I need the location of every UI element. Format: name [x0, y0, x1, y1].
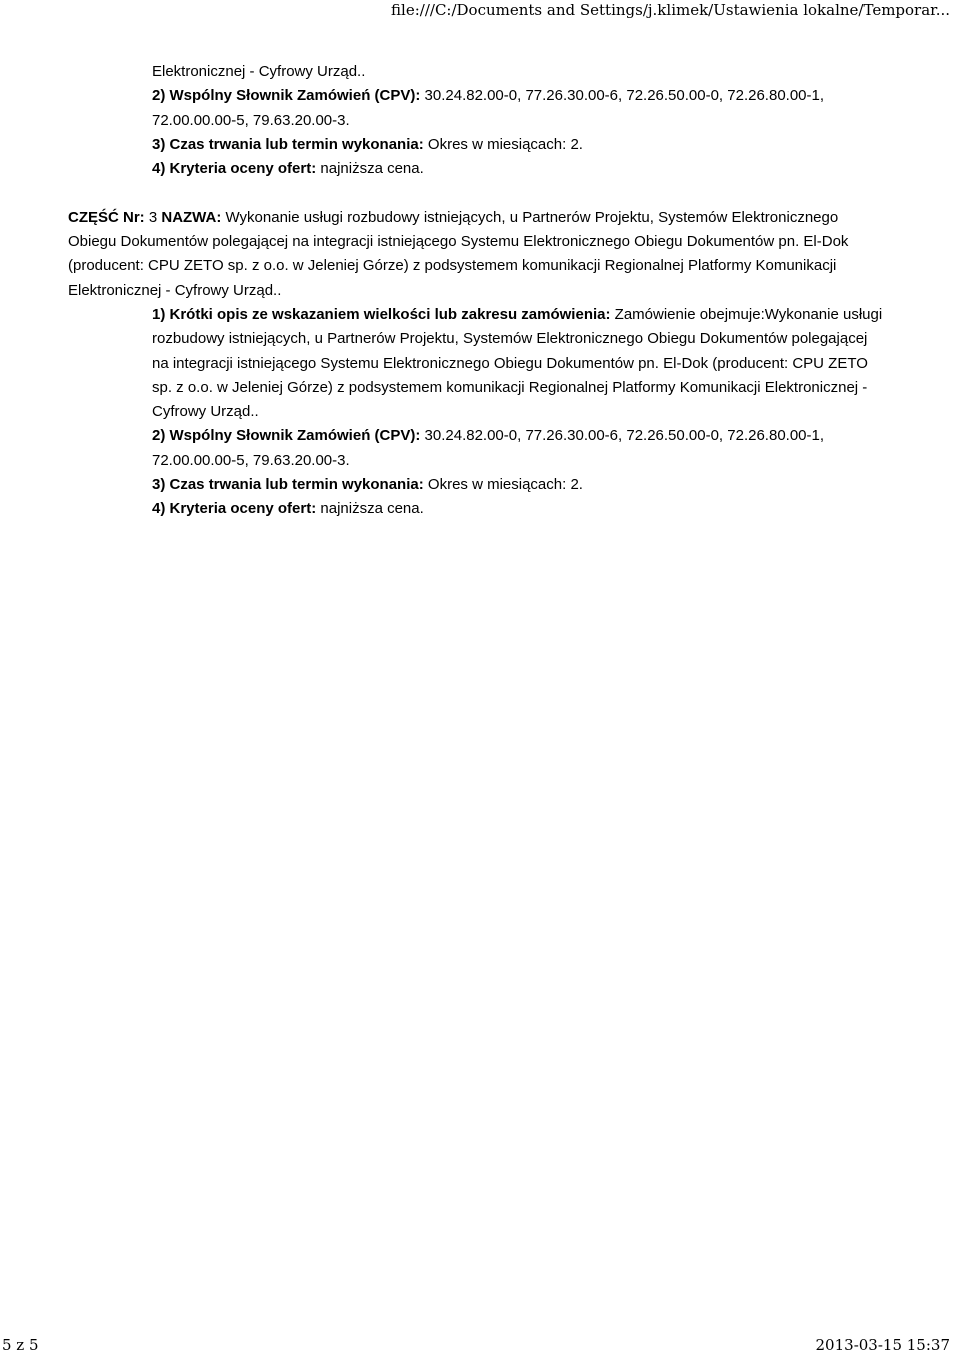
cpv-value: 30.24.82.00-0, 77.26.30.00-6, 72.26.50.00-0, 72.26.80.00-1, 72.00.00.00-5, 79.63.20.00-3.: [152, 427, 825, 469]
page-number: 5 z 5: [2, 1336, 39, 1354]
criteria-line: [152, 157, 888, 181]
cpv-line: [152, 424, 888, 473]
section-gap: [68, 181, 888, 205]
name-value: Wykonanie usługi rozbudowy istniejących, u Partnerów Projektu, Systemów Elektronicznego Obiegu Dokumentów polegającej na integracji istniejącego Systemu Elektronicznego Obiegu Dokumentów pn. El-Dok (producent: CPU ZETO sp. z o.o. w Jeleniej Górze) z podsystemem komunikacji Regionalnej Platformy Komunikacji Elektronicznej - Cyfrowy Urząd..: [68, 208, 849, 299]
criteria-label: 4) Kryteria oceny ofert:: [152, 500, 317, 518]
time-label: 3) Czas trwania lub termin wykonania:: [152, 476, 424, 494]
header-file-url: file:///C:/Documents and Settings/j.klimek/Ustawienia lokalne/Temporar...: [391, 1, 950, 19]
criteria-value: najniższa cena.: [316, 160, 424, 178]
part-number: 3: [144, 208, 162, 226]
document-body: [68, 60, 888, 522]
criteria-line: [152, 497, 888, 521]
part2-continuation: [68, 60, 888, 181]
intro-line: Elektronicznej - Cyfrowy Urząd..: [152, 63, 366, 80]
cpv-label: 2) Wspólny Słownik Zamówień (CPV):: [152, 427, 421, 445]
cpv-value: 30.24.82.00-0, 77.26.30.00-6, 72.26.50.00-0, 72.26.80.00-1, 72.00.00.00-5, 79.63.20.00-3.: [152, 87, 825, 129]
cpv-line: [152, 84, 888, 133]
time-label: 3) Czas trwania lub termin wykonania:: [152, 135, 424, 153]
part3-heading: [68, 206, 888, 303]
part3-details: [68, 303, 888, 522]
cpv-label: 2) Wspólny Słownik Zamówień (CPV):: [152, 87, 421, 105]
criteria-label: 4) Kryteria oceny ofert:: [152, 160, 317, 178]
desc-value: Zamówienie obejmuje:Wykonanie usługi rozbudowy istniejących, u Partnerów Projektu, Systemów Elektronicznego Obiegu Dokumentów polegającej na integracji istniejącego Systemu Elektronicznego Obiegu Dokumentów pn. El-Dok (producent: CPU ZETO sp. z o.o. w Jeleniej Górze) z podsystemem komunikacji Regionalnej Platformy Komunikacji Elektronicznej - Cyfrowy Urząd..: [152, 305, 883, 421]
print-datetime: 2013-03-15 15:37: [815, 1336, 950, 1354]
criteria-value: najniższa cena.: [316, 500, 424, 518]
time-line: [152, 133, 888, 157]
part-label: CZĘŚĆ Nr:: [68, 208, 145, 226]
time-value: Okres w miesiącach: 2.: [423, 476, 583, 494]
time-line: [152, 473, 888, 497]
desc-label: 1) Krótki opis ze wskazaniem wielkości lub zakresu zamówienia:: [152, 305, 611, 323]
name-label: NAZWA:: [161, 208, 222, 226]
desc-line: [152, 303, 888, 424]
time-value: Okres w miesiącach: 2.: [423, 135, 583, 153]
